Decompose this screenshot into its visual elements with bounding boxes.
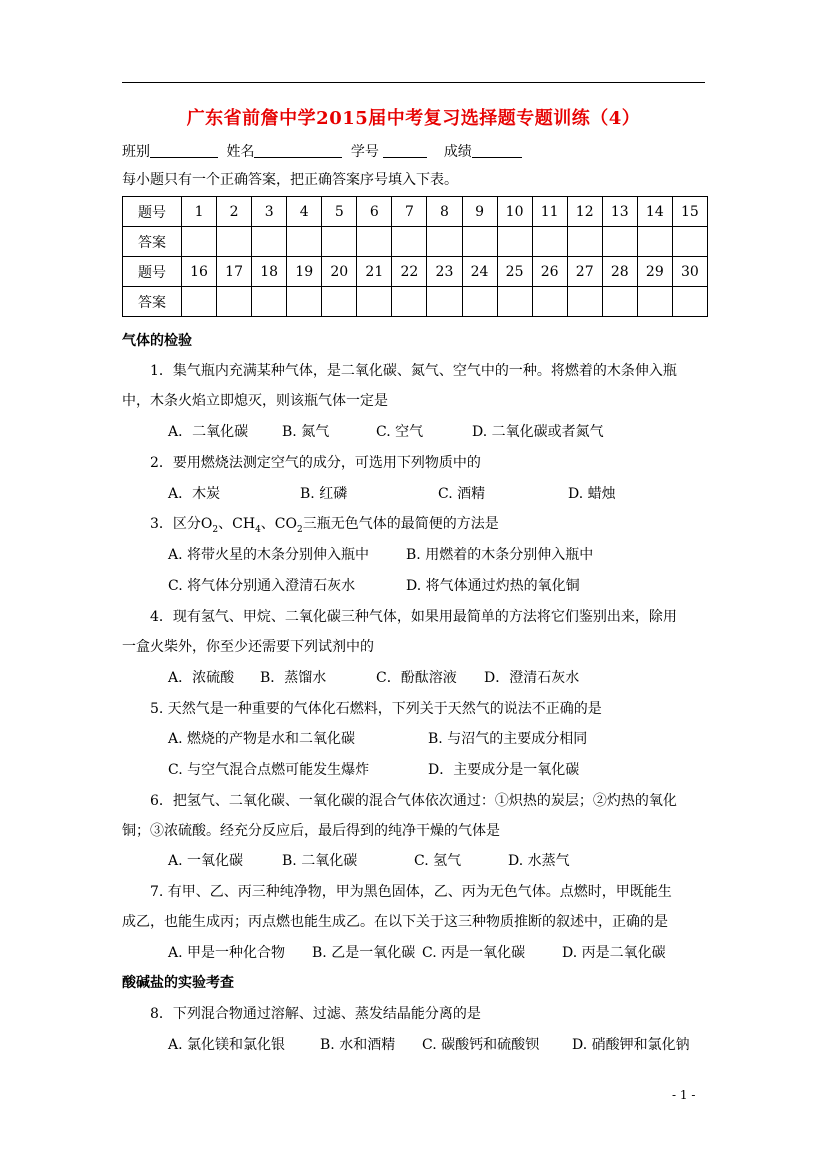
answer-cell[interactable] — [672, 287, 707, 317]
question-number-cell: 17 — [217, 257, 252, 287]
q4-options — [168, 669, 579, 687]
section-heading-gas-test: 气体的检验 — [122, 333, 192, 349]
answer-cell[interactable] — [287, 287, 322, 317]
q1-option-d: D. 二氧化碳或者氮气 — [472, 424, 604, 440]
answer-cell[interactable] — [462, 287, 497, 317]
question-number-cell: 29 — [637, 257, 672, 287]
q3-option-a: A. 将带火星的木条分别伸入瓶中 — [168, 547, 370, 563]
q2-option-b: B. 红磷 — [300, 486, 348, 502]
q6-stem-line1: 6．把氢气、二氧化碳、一氧化碳的混合气体依次通过：①炽热的炭层；②灼热的氧化 — [150, 793, 677, 809]
q7-stem-line1: 7. 有甲、乙、丙三种纯净物，甲为黑色固体，乙、丙为无色气体。点燃时，甲既能生 — [150, 884, 672, 900]
q4-option-c: C．酚酞溶液 — [376, 670, 457, 686]
answer-cell[interactable] — [287, 227, 322, 257]
student-info-line — [122, 143, 522, 161]
question-number-cell: 19 — [287, 257, 322, 287]
question-number-cell: 27 — [567, 257, 602, 287]
q3-stem: 3．区分$O_2$、$CH_4$、$CO_2$三瓶无色气体的最简便的方法是 — [150, 516, 499, 535]
q1-option-b: B. 氮气 — [282, 424, 330, 440]
q6-stem-line2: 铜；③浓硫酸。经充分反应后，最后得到的纯净干燥的气体是 — [122, 823, 500, 839]
q8-option-b: B. 水和酒精 — [320, 1037, 396, 1053]
q2-stem: 2．要用燃烧法测定空气的成分，可选用下列物质中的 — [150, 455, 481, 471]
answer-cell[interactable] — [217, 287, 252, 317]
q6-option-a: A. 一氧化碳 — [168, 853, 244, 869]
q7-option-b: B. 乙是一氧化碳 — [312, 945, 416, 961]
answer-table — [122, 196, 708, 317]
section-heading-acid-base-salt: 酸碱盐的实验考查 — [122, 975, 234, 991]
table-row — [123, 287, 708, 317]
question-number-cell: 7 — [392, 197, 427, 227]
q4-stem-line1: 4．现有氢气、甲烷、二氧化碳三种气体，如果用最简单的方法将它们鉴别出来，除用 — [150, 609, 677, 625]
q4-option-a: A．浓硫酸 — [168, 670, 235, 686]
answer-cell[interactable] — [602, 227, 637, 257]
q7-option-d: D. 丙是二氧化碳 — [562, 945, 666, 961]
question-number-cell: 13 — [602, 197, 637, 227]
question-label-cell: 题号 — [123, 257, 182, 287]
q3-option-b: B. 用燃着的木条分别伸入瓶中 — [406, 547, 594, 563]
q6-options — [168, 852, 570, 870]
q7-option-a: A. 甲是一种化合物 — [168, 945, 286, 961]
question-number-cell: 8 — [427, 197, 462, 227]
score-field[interactable] — [472, 143, 522, 158]
answer-cell[interactable] — [462, 227, 497, 257]
answer-cell[interactable] — [427, 227, 462, 257]
question-number-cell: 25 — [497, 257, 532, 287]
answer-cell[interactable] — [322, 287, 357, 317]
q5-option-b: B. 与沼气的主要成分相同 — [428, 731, 588, 747]
answer-cell[interactable] — [497, 227, 532, 257]
answer-cell[interactable] — [182, 287, 217, 317]
answer-cell[interactable] — [637, 287, 672, 317]
answer-cell[interactable] — [322, 227, 357, 257]
q3-option-c: C. 将气体分别通入澄清石灰水 — [168, 578, 356, 594]
question-label-cell: 题号 — [123, 197, 182, 227]
question-number-cell: 20 — [322, 257, 357, 287]
question-number-cell: 10 — [497, 197, 532, 227]
q6-option-c: C. 氢气 — [414, 853, 462, 869]
q1-option-c: C. 空气 — [376, 424, 424, 440]
answer-cell[interactable] — [532, 227, 567, 257]
table-row — [123, 257, 708, 287]
question-number-cell: 11 — [532, 197, 567, 227]
q4-stem-line2: 一盒火柴外，你至少还需要下列试剂中的 — [122, 639, 374, 655]
q1-stem-line1: 1．集气瓶内充满某种气体，是二氧化碳、氮气、空气中的一种。将燃着的木条伸入瓶 — [150, 363, 677, 379]
q8-option-d: D. 硝酸钾和氯化钠 — [572, 1037, 690, 1053]
answer-cell[interactable] — [497, 287, 532, 317]
q1-options — [168, 423, 604, 441]
q4-option-d: D．澄清石灰水 — [484, 670, 580, 686]
q3-options-row2 — [168, 577, 580, 595]
q1-stem-line2: 中，木条火焰立即熄灭，则该瓶气体一定是 — [122, 393, 388, 409]
question-number-cell: 16 — [182, 257, 217, 287]
q2-option-a: A．木炭 — [168, 486, 221, 502]
name-field[interactable] — [254, 143, 342, 158]
q4-option-b: B．蒸馏水 — [260, 670, 327, 686]
q8-option-c: C. 碳酸钙和硫酸钡 — [422, 1037, 540, 1053]
question-number-cell: 6 — [357, 197, 392, 227]
question-number-cell: 24 — [462, 257, 497, 287]
q5-options-row1 — [168, 730, 587, 748]
q5-option-d: D．主要成分是一氧化碳 — [428, 762, 580, 778]
number-field[interactable] — [383, 143, 427, 158]
q6-option-b: B. 二氧化碳 — [282, 853, 358, 869]
answer-cell[interactable] — [357, 227, 392, 257]
answer-cell[interactable] — [602, 287, 637, 317]
q8-option-a: A. 氯化镁和氯化银 — [168, 1037, 286, 1053]
q7-options — [168, 944, 666, 962]
question-number-cell: 23 — [427, 257, 462, 287]
answer-cell[interactable] — [427, 287, 462, 317]
q5-options-row2 — [168, 761, 579, 779]
question-number-cell: 22 — [392, 257, 427, 287]
question-number-cell: 12 — [567, 197, 602, 227]
q3-options-row1 — [168, 546, 593, 564]
question-number-cell: 21 — [357, 257, 392, 287]
class-label: 班别 — [122, 144, 150, 160]
q8-stem: 8．下列混合物通过溶解、过滤、蒸发结晶能分离的是 — [150, 1006, 481, 1022]
question-number-cell: 9 — [462, 197, 497, 227]
answer-cell[interactable] — [392, 287, 427, 317]
q3-option-d: D. 将气体通过灼热的氧化铜 — [406, 578, 580, 594]
instruction: 每小题只有一个正确答案，把正确答案序号填入下表。 — [122, 172, 458, 188]
q2-options — [168, 485, 616, 503]
question-number-cell: 2 — [217, 197, 252, 227]
q2-option-c: C. 酒精 — [438, 486, 486, 502]
question-number-cell: 4 — [287, 197, 322, 227]
answer-cell[interactable] — [567, 227, 602, 257]
answer-cell[interactable] — [217, 227, 252, 257]
answer-cell[interactable] — [252, 227, 287, 257]
class-field[interactable] — [150, 143, 218, 158]
question-number-cell: 30 — [672, 257, 707, 287]
q7-option-c: C. 丙是一氧化碳 — [422, 945, 526, 961]
score-label: 成绩 — [443, 144, 472, 160]
question-number-cell: 1 — [182, 197, 217, 227]
page-number: - 1 - — [672, 1088, 696, 1102]
header-rule — [122, 82, 705, 83]
q1-option-a: A．二氧化碳 — [168, 424, 249, 440]
answer-cell[interactable] — [637, 227, 672, 257]
question-number-cell: 3 — [252, 197, 287, 227]
q5-option-c: C. 与空气混合点燃可能发生爆炸 — [168, 762, 370, 778]
name-label: 姓名 — [226, 144, 255, 160]
answer-cell[interactable] — [392, 227, 427, 257]
question-number-cell: 18 — [252, 257, 287, 287]
answer-cell[interactable] — [672, 227, 707, 257]
page-title: 广东省前詹中学2015届中考复习选择题专题训练（4） — [186, 108, 641, 129]
question-number-cell: 26 — [532, 257, 567, 287]
q5-stem: 5. 天然气是一种重要的气体化石燃料，下列关于天然气的说法不正确的是 — [150, 701, 602, 717]
answer-cell[interactable] — [252, 287, 287, 317]
question-number-cell: 15 — [672, 197, 707, 227]
answer-label-cell: 答案 — [123, 227, 182, 257]
q8-options — [168, 1036, 690, 1054]
answer-cell[interactable] — [567, 287, 602, 317]
table-row — [123, 197, 708, 227]
number-label: 学号 — [350, 144, 379, 160]
question-number-cell: 28 — [602, 257, 637, 287]
question-number-cell: 14 — [637, 197, 672, 227]
q7-stem-line2: 成乙，也能生成丙；丙点燃也能生成乙。在以下关于这三种物质推断的叙述中，正确的是 — [122, 914, 668, 930]
q6-option-d: D. 水蒸气 — [508, 853, 570, 869]
answer-cell[interactable] — [357, 287, 392, 317]
q2-option-d: D. 蜡烛 — [568, 486, 616, 502]
q5-option-a: A. 燃烧的产物是水和二氧化碳 — [168, 731, 356, 747]
question-number-cell: 5 — [322, 197, 357, 227]
answer-cell[interactable] — [532, 287, 567, 317]
answer-cell[interactable] — [182, 227, 217, 257]
table-row — [123, 227, 708, 257]
answer-label-cell: 答案 — [123, 287, 182, 317]
